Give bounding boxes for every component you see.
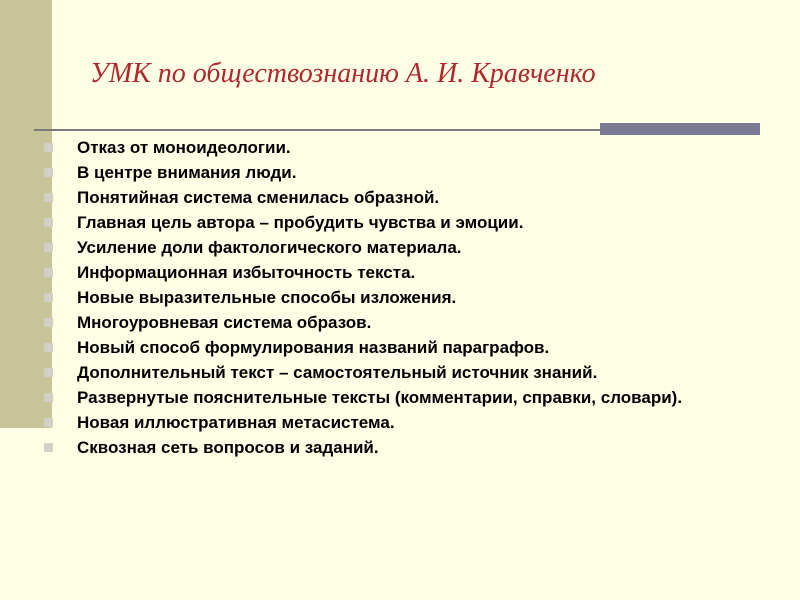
square-bullet-icon bbox=[44, 368, 53, 377]
square-bullet-icon bbox=[44, 218, 53, 227]
bullet-text: Новые выразительные способы изложения. bbox=[77, 288, 457, 307]
bullet-item bbox=[44, 437, 744, 458]
bullet-text: Главная цель автора – пробудить чувства и эмоции. bbox=[77, 213, 524, 232]
square-bullet-icon bbox=[44, 318, 53, 327]
bullet-item bbox=[44, 237, 744, 258]
bullet-text: Усиление доли фактологического материала. bbox=[77, 238, 462, 257]
bullet-text: Многоуровневая система образов. bbox=[77, 313, 372, 332]
bullet-item bbox=[44, 137, 744, 158]
bullet-text: Понятийная система сменилась образной. bbox=[77, 188, 440, 207]
bullet-item bbox=[44, 187, 744, 208]
bullet-item bbox=[44, 362, 744, 383]
square-bullet-icon bbox=[44, 268, 53, 277]
bullet-text: Сквозная сеть вопросов и заданий. bbox=[77, 438, 379, 457]
bullet-text: Дополнительный текст – самостоятельный источник знаний. bbox=[77, 363, 598, 382]
bullet-item bbox=[44, 387, 744, 408]
bullet-text: Развернутые пояснительные тексты (комментарии, справки, словари). bbox=[77, 388, 683, 407]
bullet-item bbox=[44, 412, 744, 433]
square-bullet-icon bbox=[44, 343, 53, 352]
bullet-item bbox=[44, 212, 744, 233]
square-bullet-icon bbox=[44, 143, 53, 152]
bullet-text: Новая иллюстративная метасистема. bbox=[77, 413, 395, 432]
bullet-item bbox=[44, 162, 744, 183]
bullet-text: В центре внимания люди. bbox=[77, 163, 297, 182]
slide-title: УМК по обществознанию А. И. Кравченко bbox=[90, 58, 596, 89]
bullet-text: Новый способ формулирования названий параграфов. bbox=[77, 338, 550, 357]
bullet-list bbox=[44, 137, 744, 462]
square-bullet-icon bbox=[44, 168, 53, 177]
bullet-item bbox=[44, 337, 744, 358]
bullet-item bbox=[44, 312, 744, 333]
bullet-text: Информационная избыточность текста. bbox=[77, 263, 416, 282]
bullet-item bbox=[44, 262, 744, 283]
bullet-text: Отказ от моноидеологии. bbox=[77, 138, 291, 157]
square-bullet-icon bbox=[44, 193, 53, 202]
title-divider-accent bbox=[600, 123, 760, 135]
bullet-item bbox=[44, 287, 744, 308]
square-bullet-icon bbox=[44, 243, 53, 252]
square-bullet-icon bbox=[44, 418, 53, 427]
square-bullet-icon bbox=[44, 443, 53, 452]
square-bullet-icon bbox=[44, 393, 53, 402]
square-bullet-icon bbox=[44, 293, 53, 302]
